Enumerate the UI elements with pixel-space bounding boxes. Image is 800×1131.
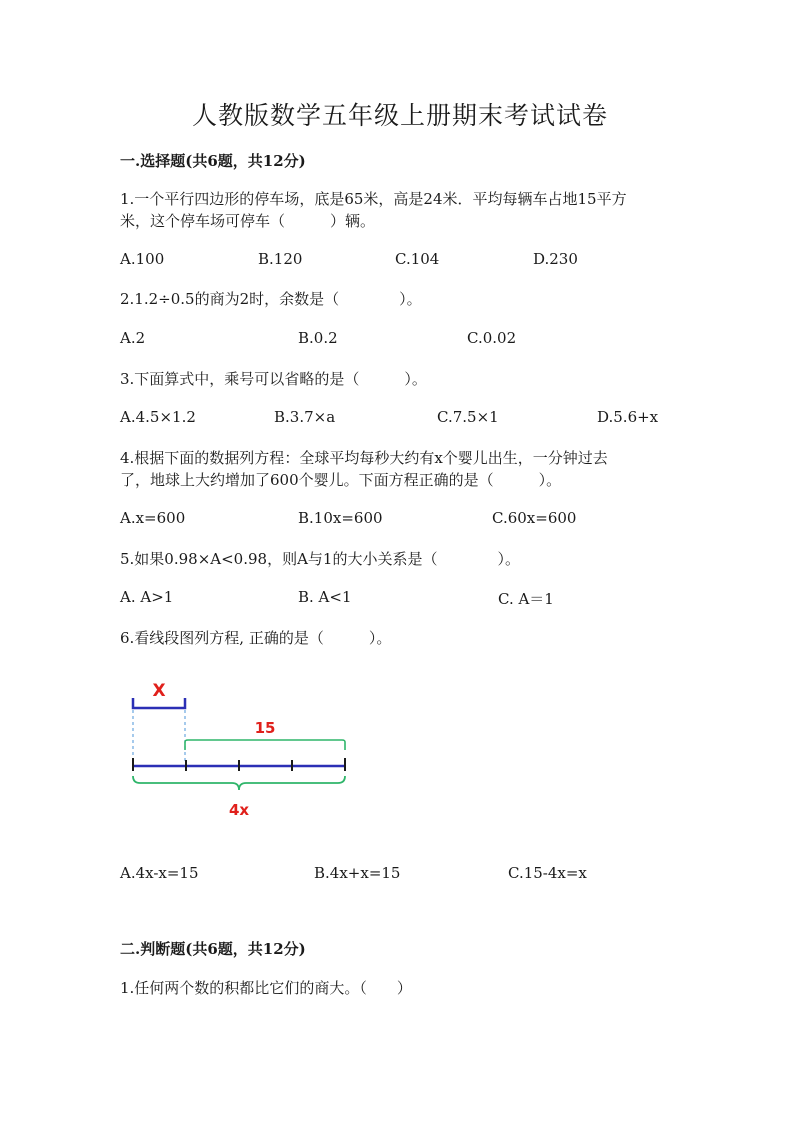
section-header-true-false: 二.判断题(共6题，共12分) [120, 940, 306, 958]
question-1-line-2: 米，这个停车场可停车（ ）辆。 [120, 212, 376, 230]
fifteen-bracket [185, 740, 345, 750]
question-6-option-c: C.15-4x=x [508, 864, 587, 882]
question-4-option-c: C.60x=600 [492, 509, 577, 527]
fifteen-label: 15 [254, 719, 276, 737]
question-3-line-1: 3.下面算式中，乘号可以省略的是（ ）。 [120, 370, 427, 388]
tf-question-1: 1.任何两个数的积都比它们的商大。（ ） [120, 979, 412, 997]
question-5-option-a: A. A>1 [120, 588, 174, 606]
question-3-option-d: D.5.6+x [597, 408, 659, 426]
question-4-option-b: B.10x=600 [298, 509, 383, 527]
x-label: X [152, 681, 166, 701]
question-1-option-b: B.120 [258, 250, 303, 268]
four-x-brace [133, 776, 345, 790]
question-5-option-b: B. A<1 [298, 588, 352, 606]
section-header-multiple-choice: 一.选择题(共6题，共12分) [120, 152, 306, 170]
question-3-option-a: A.4.5×1.2 [120, 408, 196, 426]
question-6-line-1: 6.看线段图列方程, 正确的是（ ）。 [120, 629, 392, 647]
question-2-line-1: 2.1.2÷0.5的商为2时，余数是（ ）。 [120, 290, 422, 308]
question-5-option-c: C. A＝1 [498, 590, 554, 608]
question-4-line-1: 4.根据下面的数据列方程：全球平均每秒大约有x个婴儿出生，一分钟过去 [120, 449, 608, 467]
question-4-option-a: A.x=600 [120, 509, 186, 527]
four-x-label: 4x [228, 801, 250, 819]
question-1-option-c: C.104 [395, 250, 440, 268]
question-1-option-d: D.230 [533, 250, 578, 268]
question-2-option-a: A.2 [120, 329, 146, 347]
page-title: 人教版数学五年级上册期末考试试卷 [191, 101, 608, 130]
question-2-option-b: B.0.2 [298, 329, 338, 347]
question-4-line-2: 了，地球上大约增加了600个婴儿。下面方程正确的是（ ）。 [120, 471, 562, 489]
question-3-option-b: B.3.7×a [274, 408, 336, 426]
question-1-option-a: A.100 [120, 250, 165, 268]
question-2-option-c: C.0.02 [467, 329, 517, 347]
question-1-line-1: 1.一个平行四边形的停车场，底是65米，高是24米．平均每辆车占地15平方 [120, 190, 627, 208]
question-3-option-c: C.7.5×1 [437, 408, 499, 426]
question-6-option-b: B.4x+x=15 [314, 864, 401, 882]
line-segment-diagram [120, 672, 370, 832]
question-6-option-a: A.4x-x=15 [120, 864, 199, 882]
question-5-line-1: 5.如果0.98×A<0.98，则A与1的大小关系是（ ）。 [120, 550, 520, 568]
